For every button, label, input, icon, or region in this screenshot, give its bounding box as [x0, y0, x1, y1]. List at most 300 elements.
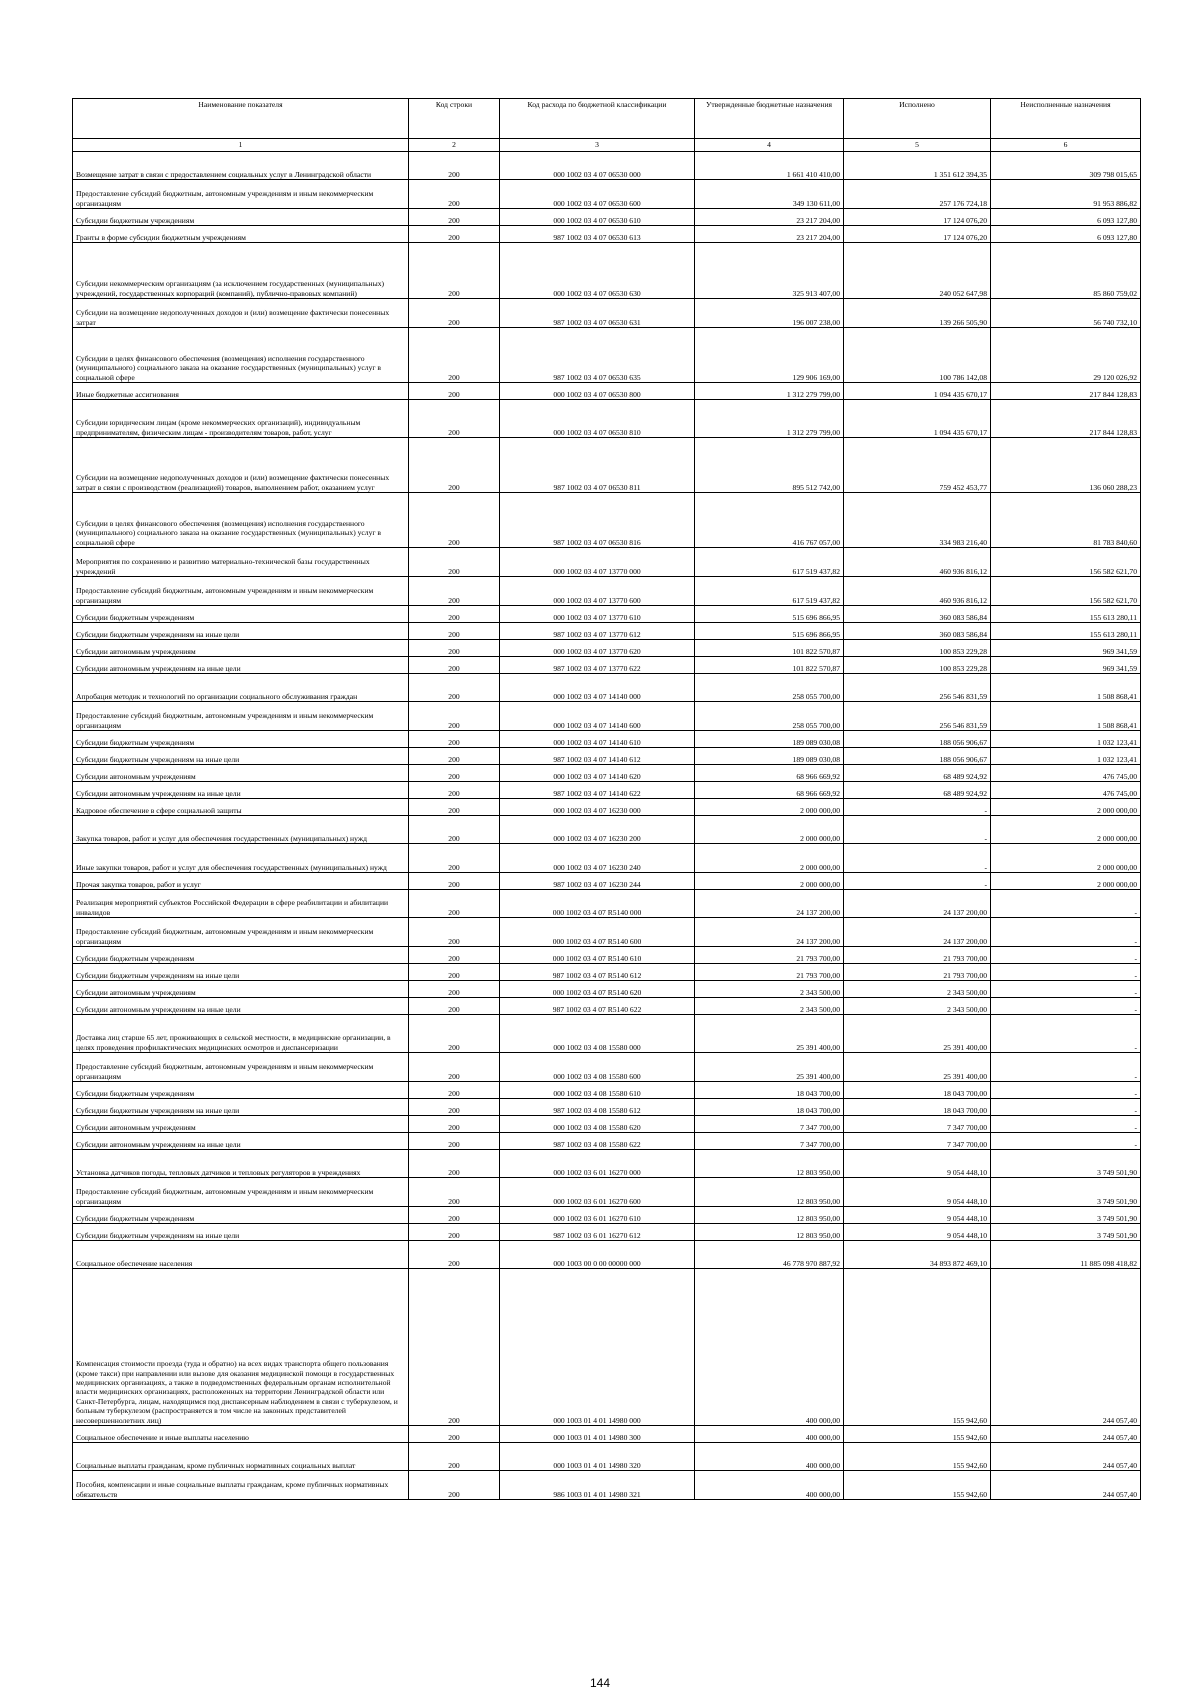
row-name: Субсидии бюджетным учреждениям — [73, 947, 409, 964]
row-name: Субсидии бюджетным учреждениям — [73, 1207, 409, 1224]
table-row — [73, 640, 1141, 657]
row-executed: 155 942,60 — [844, 1471, 991, 1500]
column-number: 6 — [991, 139, 1141, 152]
row-line-code: 200 — [409, 152, 500, 180]
row-executed: 139 266 505,90 — [844, 299, 991, 328]
row-executed: 9 054 448,10 — [844, 1178, 991, 1207]
header-row — [73, 99, 1141, 139]
row-unexecuted: 6 093 127,80 — [991, 226, 1141, 243]
row-unexecuted: - — [991, 918, 1141, 947]
table-row — [73, 400, 1141, 438]
row-executed: 9 054 448,10 — [844, 1224, 991, 1241]
row-approved: 18 043 700,00 — [695, 1099, 844, 1116]
row-approved: 416 767 057,00 — [695, 493, 844, 548]
row-executed: - — [844, 799, 991, 816]
row-approved: 25 391 400,00 — [695, 1053, 844, 1082]
table-row — [73, 383, 1141, 400]
table-row — [73, 731, 1141, 748]
header-line-code: Код строки — [409, 99, 500, 139]
row-budget-code: 000 1002 03 6 01 16270 610 — [500, 1207, 695, 1224]
row-line-code: 200 — [409, 1099, 500, 1116]
table-row — [73, 964, 1141, 981]
table-row — [73, 299, 1141, 328]
row-name: Субсидии в целях финансового обеспечения (возмещения) исполнения государственного (муниципального) социального заказа на оказание государственных (муниципальных) услуг в социальной сфере — [73, 328, 409, 383]
row-line-code: 200 — [409, 657, 500, 674]
row-line-code: 200 — [409, 383, 500, 400]
table-row — [73, 606, 1141, 623]
row-name: Доставка лиц старше 65 лет, проживающих в сельской местности, в медицинские организации, в целях проведения профилактических медицинских осмотров и диспансеризации — [73, 1015, 409, 1053]
row-executed: 460 936 816,12 — [844, 577, 991, 606]
table-row — [73, 438, 1141, 493]
row-budget-code: 987 1002 03 4 07 06530 613 — [500, 226, 695, 243]
row-approved: 12 803 950,00 — [695, 1150, 844, 1178]
budget-execution-sheet — [72, 98, 1140, 1500]
row-executed: 34 893 872 469,10 — [844, 1241, 991, 1269]
row-unexecuted: - — [991, 964, 1141, 981]
row-budget-code: 987 1002 03 4 07 06530 635 — [500, 328, 695, 383]
row-line-code: 200 — [409, 918, 500, 947]
row-budget-code: 000 1002 03 4 07 06530 610 — [500, 209, 695, 226]
row-approved: 258 055 700,00 — [695, 674, 844, 702]
row-budget-code: 000 1003 01 4 01 14980 320 — [500, 1443, 695, 1471]
row-executed: 7 347 700,00 — [844, 1116, 991, 1133]
row-budget-code: 000 1003 00 0 00 00000 000 — [500, 1241, 695, 1269]
row-unexecuted: 1 032 123,41 — [991, 731, 1141, 748]
row-line-code: 200 — [409, 1207, 500, 1224]
row-line-code: 200 — [409, 1471, 500, 1500]
row-budget-code: 000 1002 03 4 07 13770 600 — [500, 577, 695, 606]
row-unexecuted: 6 093 127,80 — [991, 209, 1141, 226]
row-approved: 2 000 000,00 — [695, 799, 844, 816]
row-executed: 334 983 216,40 — [844, 493, 991, 548]
row-line-code: 200 — [409, 493, 500, 548]
row-name: Субсидии в целях финансового обеспечения (возмещения) исполнения государственного (муниципального) социального заказа на оказание государственных (муниципальных) услуг в социальной сфере — [73, 493, 409, 548]
row-unexecuted: 1 508 868,41 — [991, 702, 1141, 731]
row-name: Субсидии автономным учреждениям на иные цели — [73, 657, 409, 674]
row-name: Субсидии бюджетным учреждениям — [73, 606, 409, 623]
row-line-code: 200 — [409, 1269, 500, 1426]
row-name: Прочая закупка товаров, работ и услуг — [73, 873, 409, 890]
table-row — [73, 1150, 1141, 1178]
row-unexecuted: 217 844 128,83 — [991, 383, 1141, 400]
row-executed: 17 124 076,20 — [844, 226, 991, 243]
table-row — [73, 918, 1141, 947]
header-executed: Исполнено — [844, 99, 991, 139]
row-line-code: 200 — [409, 1443, 500, 1471]
row-name: Субсидии юридическим лицам (кроме некоммерческих организаций), индивидуальным предпринимателям, физическим лицам - производителям товаров, работ, услуг — [73, 400, 409, 438]
row-name: Субсидии автономным учреждениям на иные цели — [73, 782, 409, 799]
table-row — [73, 844, 1141, 873]
row-budget-code: 000 1002 03 4 08 15580 600 — [500, 1053, 695, 1082]
row-executed: 9 054 448,10 — [844, 1207, 991, 1224]
row-budget-code: 000 1002 03 6 01 16270 000 — [500, 1150, 695, 1178]
row-approved: 400 000,00 — [695, 1443, 844, 1471]
table-row — [73, 1443, 1141, 1471]
row-name: Субсидии бюджетным учреждениям на иные цели — [73, 623, 409, 640]
header-approved: Утвержденные бюджетные назначения — [695, 99, 844, 139]
table-row — [73, 152, 1141, 180]
row-name: Гранты в форме субсидии бюджетным учреждениям — [73, 226, 409, 243]
row-executed: 24 137 200,00 — [844, 918, 991, 947]
table-row — [73, 1133, 1141, 1150]
row-approved: 25 391 400,00 — [695, 1015, 844, 1053]
table-row — [73, 765, 1141, 782]
row-budget-code: 000 1002 03 4 07 14140 000 — [500, 674, 695, 702]
row-name: Субсидии автономным учреждениям на иные цели — [73, 1133, 409, 1150]
row-budget-code: 000 1002 03 4 07 R5140 610 — [500, 947, 695, 964]
header-budget-code: Код расхода по бюджетной классификации — [500, 99, 695, 139]
row-unexecuted: 244 057,40 — [991, 1426, 1141, 1443]
table-row — [73, 674, 1141, 702]
row-approved: 189 089 030,08 — [695, 731, 844, 748]
row-executed: 155 942,60 — [844, 1443, 991, 1471]
column-number: 2 — [409, 139, 500, 152]
row-executed: 2 343 500,00 — [844, 981, 991, 998]
table-row — [73, 623, 1141, 640]
row-budget-code: 000 1002 03 4 07 06530 810 — [500, 400, 695, 438]
row-name: Предоставление субсидий бюджетным, автономным учреждениям и иным некоммерческим организациям — [73, 577, 409, 606]
column-number: 1 — [73, 139, 409, 152]
row-approved: 21 793 700,00 — [695, 964, 844, 981]
row-approved: 400 000,00 — [695, 1471, 844, 1500]
row-executed: 188 056 906,67 — [844, 731, 991, 748]
row-budget-code: 000 1002 03 4 07 13770 000 — [500, 548, 695, 577]
row-approved: 129 906 169,00 — [695, 328, 844, 383]
row-name: Социальное обеспечение населения — [73, 1241, 409, 1269]
row-approved: 12 803 950,00 — [695, 1224, 844, 1241]
budget-table — [72, 98, 1141, 1500]
table-row — [73, 657, 1141, 674]
table-row — [73, 243, 1141, 299]
row-executed: 7 347 700,00 — [844, 1133, 991, 1150]
row-budget-code: 000 1002 03 4 07 R5140 000 — [500, 890, 695, 918]
row-executed: 68 489 924,92 — [844, 765, 991, 782]
row-unexecuted: 476 745,00 — [991, 782, 1141, 799]
row-unexecuted: 136 060 288,23 — [991, 438, 1141, 493]
table-row — [73, 328, 1141, 383]
row-unexecuted: 29 120 026,92 — [991, 328, 1141, 383]
row-budget-code: 000 1002 03 4 07 R5140 600 — [500, 918, 695, 947]
row-budget-code: 000 1002 03 4 07 06530 600 — [500, 180, 695, 209]
row-unexecuted: 244 057,40 — [991, 1443, 1141, 1471]
table-row — [73, 981, 1141, 998]
row-budget-code: 000 1002 03 4 08 15580 610 — [500, 1082, 695, 1099]
row-unexecuted: 85 860 759,02 — [991, 243, 1141, 299]
row-approved: 101 822 570,87 — [695, 657, 844, 674]
row-unexecuted: 3 749 501,90 — [991, 1207, 1141, 1224]
row-executed: 21 793 700,00 — [844, 947, 991, 964]
row-name: Апробация методик и технологий по организации социального обслуживания граждан — [73, 674, 409, 702]
table-row — [73, 702, 1141, 731]
row-line-code: 200 — [409, 1116, 500, 1133]
table-row — [73, 782, 1141, 799]
row-budget-code: 987 1002 03 4 07 06530 811 — [500, 438, 695, 493]
row-line-code: 200 — [409, 1133, 500, 1150]
row-line-code: 200 — [409, 1224, 500, 1241]
row-name: Субсидии бюджетным учреждениям на иные цели — [73, 748, 409, 765]
row-line-code: 200 — [409, 674, 500, 702]
row-line-code: 200 — [409, 438, 500, 493]
row-executed: - — [844, 873, 991, 890]
row-executed: 1 094 435 670,17 — [844, 383, 991, 400]
row-approved: 189 089 030,08 — [695, 748, 844, 765]
row-unexecuted: 1 508 868,41 — [991, 674, 1141, 702]
row-name: Предоставление субсидий бюджетным, автономным учреждениям и иным некоммерческим организациям — [73, 180, 409, 209]
row-line-code: 200 — [409, 1053, 500, 1082]
table-row — [73, 1116, 1141, 1133]
row-unexecuted: - — [991, 1082, 1141, 1099]
row-budget-code: 987 1002 03 4 07 06530 631 — [500, 299, 695, 328]
row-budget-code: 000 1002 03 4 07 14140 600 — [500, 702, 695, 731]
row-approved: 1 312 279 799,00 — [695, 400, 844, 438]
table-row — [73, 577, 1141, 606]
row-name: Субсидии на возмещение недополученных доходов и (или) возмещение фактически понесенных затрат — [73, 299, 409, 328]
table-row — [73, 180, 1141, 209]
row-line-code: 200 — [409, 816, 500, 844]
table-row — [73, 947, 1141, 964]
table-row — [73, 1082, 1141, 1099]
table-row — [73, 873, 1141, 890]
row-line-code: 200 — [409, 981, 500, 998]
row-line-code: 200 — [409, 640, 500, 657]
row-line-code: 200 — [409, 799, 500, 816]
row-line-code: 200 — [409, 890, 500, 918]
row-unexecuted: 969 341,59 — [991, 657, 1141, 674]
row-approved: 515 696 866,95 — [695, 623, 844, 640]
row-unexecuted: 3 749 501,90 — [991, 1178, 1141, 1207]
row-budget-code: 000 1002 03 4 07 13770 620 — [500, 640, 695, 657]
table-body — [73, 152, 1141, 1500]
row-budget-code: 987 1002 03 6 01 16270 612 — [500, 1224, 695, 1241]
row-name: Социальные выплаты гражданам, кроме публичных нормативных социальных выплат — [73, 1443, 409, 1471]
row-approved: 2 000 000,00 — [695, 844, 844, 873]
table-row — [73, 493, 1141, 548]
row-budget-code: 987 1002 03 4 08 15580 622 — [500, 1133, 695, 1150]
row-approved: 24 137 200,00 — [695, 918, 844, 947]
row-line-code: 200 — [409, 226, 500, 243]
row-name: Иные закупки товаров, работ и услуг для обеспечения государственных (муниципальных) нужд — [73, 844, 409, 873]
row-unexecuted: 244 057,40 — [991, 1269, 1141, 1426]
row-line-code: 200 — [409, 400, 500, 438]
row-line-code: 200 — [409, 209, 500, 226]
row-executed: 188 056 906,67 — [844, 748, 991, 765]
row-unexecuted: 217 844 128,83 — [991, 400, 1141, 438]
row-executed: 155 942,60 — [844, 1426, 991, 1443]
row-budget-code: 000 1002 03 4 07 R5140 620 — [500, 981, 695, 998]
row-approved: 196 007 238,00 — [695, 299, 844, 328]
row-name: Закупка товаров, работ и услуг для обеспечения государственных (муниципальных) нужд — [73, 816, 409, 844]
row-name: Субсидии бюджетным учреждениям на иные цели — [73, 1099, 409, 1116]
row-unexecuted: 2 000 000,00 — [991, 799, 1141, 816]
row-line-code: 200 — [409, 748, 500, 765]
row-approved: 12 803 950,00 — [695, 1207, 844, 1224]
row-executed: 18 043 700,00 — [844, 1099, 991, 1116]
row-name: Субсидии бюджетным учреждениям — [73, 731, 409, 748]
row-line-code: 200 — [409, 765, 500, 782]
row-name: Субсидии бюджетным учреждениям на иные цели — [73, 1224, 409, 1241]
row-line-code: 200 — [409, 947, 500, 964]
row-unexecuted: 2 000 000,00 — [991, 816, 1141, 844]
row-executed: 360 083 586,84 — [844, 623, 991, 640]
row-unexecuted: 2 000 000,00 — [991, 873, 1141, 890]
row-unexecuted: - — [991, 998, 1141, 1015]
row-name: Субсидии бюджетным учреждениям — [73, 209, 409, 226]
row-executed: 155 942,60 — [844, 1269, 991, 1426]
row-name: Иные бюджетные ассигнования — [73, 383, 409, 400]
row-line-code: 200 — [409, 873, 500, 890]
row-budget-code: 987 1002 03 4 07 13770 612 — [500, 623, 695, 640]
row-name: Субсидии автономным учреждениям на иные цели — [73, 998, 409, 1015]
table-row — [73, 748, 1141, 765]
row-budget-code: 000 1002 03 4 07 13770 610 — [500, 606, 695, 623]
row-unexecuted: 155 613 280,11 — [991, 623, 1141, 640]
row-name: Субсидии автономным учреждениям — [73, 640, 409, 657]
row-executed: 100 786 142,08 — [844, 328, 991, 383]
row-approved: 12 803 950,00 — [695, 1178, 844, 1207]
row-approved: 400 000,00 — [695, 1426, 844, 1443]
row-budget-code: 987 1002 03 4 07 14140 622 — [500, 782, 695, 799]
row-budget-code: 986 1003 01 4 01 14980 321 — [500, 1471, 695, 1500]
row-budget-code: 987 1002 03 4 07 14140 612 — [500, 748, 695, 765]
row-unexecuted: 309 798 015,65 — [991, 152, 1141, 180]
row-name: Субсидии бюджетным учреждениям — [73, 1082, 409, 1099]
row-executed: 25 391 400,00 — [844, 1053, 991, 1082]
row-line-code: 200 — [409, 844, 500, 873]
row-unexecuted: 81 783 840,60 — [991, 493, 1141, 548]
row-approved: 515 696 866,95 — [695, 606, 844, 623]
column-number: 3 — [500, 139, 695, 152]
row-approved: 2 343 500,00 — [695, 998, 844, 1015]
row-unexecuted: 155 613 280,11 — [991, 606, 1141, 623]
row-line-code: 200 — [409, 180, 500, 209]
row-approved: 617 519 437,82 — [695, 577, 844, 606]
row-name: Кадровое обеспечение в сфере социальной защиты — [73, 799, 409, 816]
header-unexecuted: Неисполненные назначения — [991, 99, 1141, 139]
row-approved: 18 043 700,00 — [695, 1082, 844, 1099]
table-row — [73, 1241, 1141, 1269]
row-executed: 257 176 724,18 — [844, 180, 991, 209]
row-line-code: 200 — [409, 1082, 500, 1099]
row-executed: 18 043 700,00 — [844, 1082, 991, 1099]
row-approved: 21 793 700,00 — [695, 947, 844, 964]
row-approved: 2 000 000,00 — [695, 873, 844, 890]
column-number: 5 — [844, 139, 991, 152]
row-unexecuted: 244 057,40 — [991, 1471, 1141, 1500]
row-name: Пособия, компенсации и иные социальные выплаты гражданам, кроме публичных нормативных обязательств — [73, 1471, 409, 1500]
table-row — [73, 209, 1141, 226]
row-name: Возмещение затрат в связи с предоставлением социальных услуг в Ленинградской области — [73, 152, 409, 180]
table-row — [73, 1269, 1141, 1426]
row-line-code: 200 — [409, 548, 500, 577]
row-unexecuted: - — [991, 1015, 1141, 1053]
row-executed: 1 094 435 670,17 — [844, 400, 991, 438]
row-unexecuted: 1 032 123,41 — [991, 748, 1141, 765]
row-line-code: 200 — [409, 702, 500, 731]
row-budget-code: 987 1002 03 4 08 15580 612 — [500, 1099, 695, 1116]
header-name: Наименование показателя — [73, 99, 409, 139]
row-budget-code: 987 1002 03 4 07 06530 816 — [500, 493, 695, 548]
row-approved: 325 913 407,00 — [695, 243, 844, 299]
row-unexecuted: 2 000 000,00 — [991, 844, 1141, 873]
row-name: Социальное обеспечение и иные выплаты населению — [73, 1426, 409, 1443]
row-executed: 100 853 229,28 — [844, 640, 991, 657]
row-executed: 17 124 076,20 — [844, 209, 991, 226]
row-approved: 2 000 000,00 — [695, 816, 844, 844]
table-row — [73, 548, 1141, 577]
row-unexecuted: 56 740 732,10 — [991, 299, 1141, 328]
row-unexecuted: - — [991, 947, 1141, 964]
row-budget-code: 000 1002 03 4 07 14140 610 — [500, 731, 695, 748]
row-budget-code: 000 1002 03 4 07 06530 630 — [500, 243, 695, 299]
column-number-row — [73, 139, 1141, 152]
row-budget-code: 000 1002 03 4 07 14140 620 — [500, 765, 695, 782]
row-executed: 100 853 229,28 — [844, 657, 991, 674]
row-approved: 23 217 204,00 — [695, 226, 844, 243]
row-unexecuted: 11 885 098 418,82 — [991, 1241, 1141, 1269]
row-name: Субсидии автономным учреждениям — [73, 765, 409, 782]
table-row — [73, 816, 1141, 844]
row-executed: 1 351 612 394,35 — [844, 152, 991, 180]
row-budget-code: 000 1002 03 6 01 16270 600 — [500, 1178, 695, 1207]
row-executed: 759 452 453,77 — [844, 438, 991, 493]
table-row — [73, 1471, 1141, 1500]
row-budget-code: 000 1002 03 4 08 15580 000 — [500, 1015, 695, 1053]
row-name: Компенсация стоимости проезда (туда и обратно) на всех видах транспорта общего пользования (кроме такси) при направлении или вызове для оказания медицинской помощи в государственных медицинских организациях, а также в подведомственных федеральным органам исполнительной власти медицинских организациях, расположенных на территории Ленинградской области или Санкт-Петербурга, лицам, находящимся под диспансерным наблюдением в связи с туберкулезом, и больным туберкулезом (распространяется в том числе на законных представителей несовершеннолетних лиц) — [73, 1269, 409, 1426]
row-approved: 400 000,00 — [695, 1269, 844, 1426]
table-row — [73, 1224, 1141, 1241]
row-line-code: 200 — [409, 1150, 500, 1178]
row-budget-code: 000 1003 01 4 01 14980 000 — [500, 1269, 695, 1426]
table-row — [73, 799, 1141, 816]
row-approved: 895 512 742,00 — [695, 438, 844, 493]
row-name: Реализация мероприятий субъектов Российской Федерации в сфере реабилитации и абилитации инвалидов — [73, 890, 409, 918]
row-executed: - — [844, 844, 991, 873]
table-row — [73, 1426, 1141, 1443]
column-number: 4 — [695, 139, 844, 152]
row-name: Субсидии автономным учреждениям — [73, 981, 409, 998]
row-executed: 25 391 400,00 — [844, 1015, 991, 1053]
row-approved: 7 347 700,00 — [695, 1116, 844, 1133]
row-line-code: 200 — [409, 328, 500, 383]
row-approved: 68 966 669,92 — [695, 765, 844, 782]
table-row — [73, 1207, 1141, 1224]
row-executed: 460 936 816,12 — [844, 548, 991, 577]
row-unexecuted: 969 341,59 — [991, 640, 1141, 657]
row-unexecuted: 476 745,00 — [991, 765, 1141, 782]
row-approved: 349 130 611,00 — [695, 180, 844, 209]
row-budget-code: 000 1002 03 4 08 15580 620 — [500, 1116, 695, 1133]
row-budget-code: 000 1002 03 4 07 16230 000 — [500, 799, 695, 816]
row-approved: 1 661 410 410,00 — [695, 152, 844, 180]
row-approved: 258 055 700,00 — [695, 702, 844, 731]
row-approved: 24 137 200,00 — [695, 890, 844, 918]
row-executed: 2 343 500,00 — [844, 998, 991, 1015]
row-unexecuted: - — [991, 981, 1141, 998]
row-line-code: 200 — [409, 606, 500, 623]
row-unexecuted: - — [991, 1116, 1141, 1133]
row-budget-code: 987 1002 03 4 07 13770 622 — [500, 657, 695, 674]
row-executed: 68 489 924,92 — [844, 782, 991, 799]
row-unexecuted: 156 582 621,70 — [991, 577, 1141, 606]
row-name: Предоставление субсидий бюджетным, автономным учреждениям и иным некоммерческим организациям — [73, 1053, 409, 1082]
row-approved: 101 822 570,87 — [695, 640, 844, 657]
row-unexecuted: 3 749 501,90 — [991, 1224, 1141, 1241]
table-row — [73, 890, 1141, 918]
row-budget-code: 987 1002 03 4 07 R5140 612 — [500, 964, 695, 981]
row-executed: - — [844, 816, 991, 844]
row-approved: 1 312 279 799,00 — [695, 383, 844, 400]
row-budget-code: 000 1003 01 4 01 14980 300 — [500, 1426, 695, 1443]
